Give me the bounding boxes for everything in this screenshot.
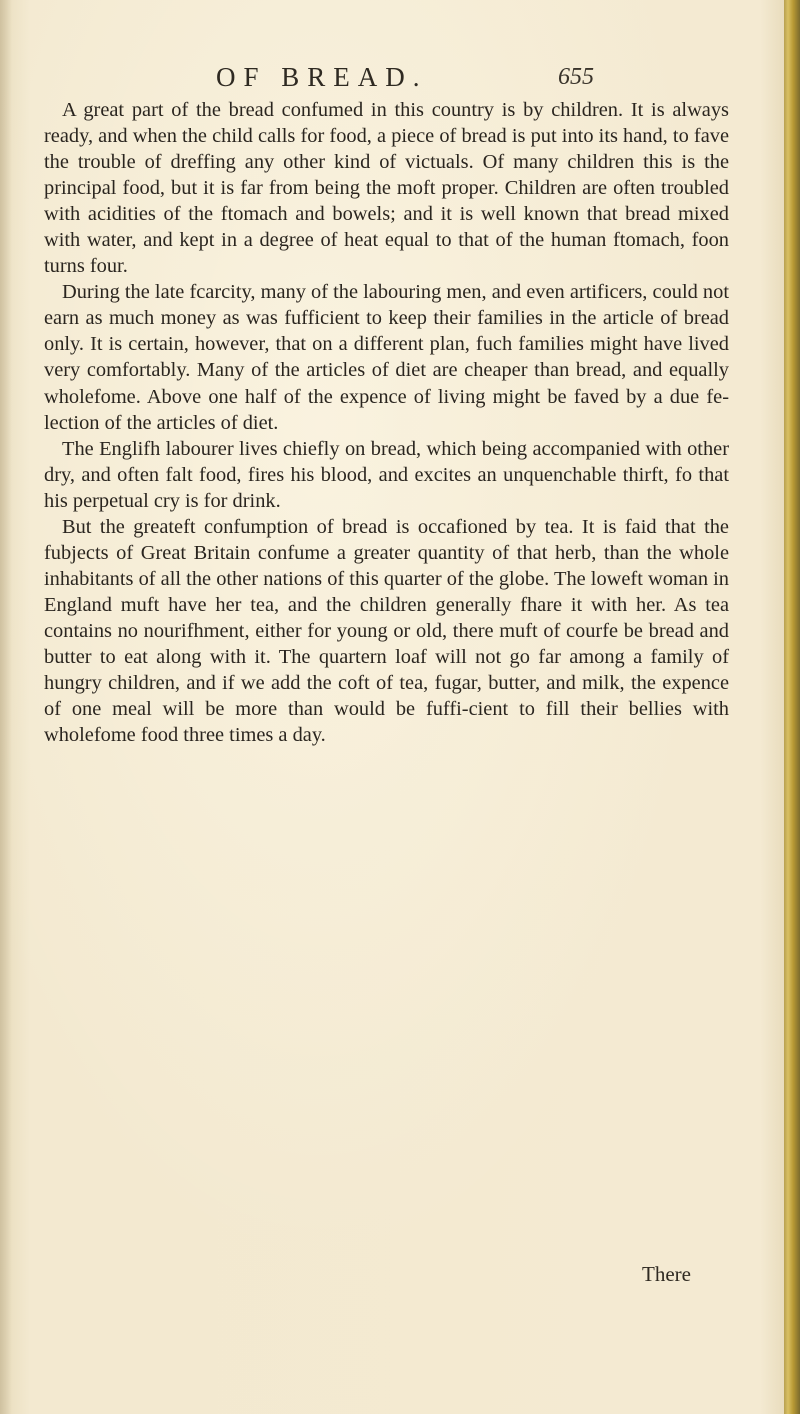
body-text xyxy=(44,97,729,748)
page-number: 655 xyxy=(558,64,594,90)
paragraph-tea: But the greateft confumption of bread is occafioned by tea. It is faid that the fubjects of Great Britain confume a greater quantity of that herb, than the whole inhabitants of all the other nations of this quarter of the globe. The loweft woman in England muft have her tea, and the children generally fhare it with her. As tea contains no nourifhment, either for young or old, there muft of courfe be bread and butter to eat along with it. The quartern loaf will not go far among a family of hungry children, and if we add the coft of tea, fugar, butter, and milk, the expence of one meal will be more than would be fuffi-cient to fill their bellies with wholefome food three times a day. xyxy=(44,515,729,747)
paragraph-english-labourer: The Englifh labourer lives chiefly on bread, which being accompanied with other dry, and often falt food, fires his blood, and excites an unquenchable thirft, fo that his perpetual cry is for drink. xyxy=(44,437,729,512)
running-head xyxy=(160,62,610,98)
page-gutter-shadow xyxy=(0,0,12,1414)
catchword: There xyxy=(642,1262,691,1286)
running-title: OF BREAD. xyxy=(216,62,428,92)
paragraph-scarcity: During the late fcarcity, many of the labouring men, and even artificers, could not earn as much money as was fufficient to keep their families in the article of bread only. It is certain, however, that on a different plan, fuch families might have lived very comfortably. Many of the articles of diet are cheaper than bread, and equally wholefome. Above one half of the expence of living might be faved by a due fe-lection of the articles of diet. xyxy=(44,281,729,434)
paragraph-children: A great part of the bread confumed in this country is by children. It is always ready, and when the child calls for food, a piece of bread is put into its hand, to fave the trouble of dreffing any other kind of victuals. Of many children this is the principal food, but it is far from being the moft proper. Children are often troubled with acidities of the ftomach and bowels; and it is well known that bread mixed with water, and kept in a degree of heat equal to that of the human ftomach, foon turns four. xyxy=(44,99,729,278)
book-binding-edge xyxy=(784,0,800,1414)
